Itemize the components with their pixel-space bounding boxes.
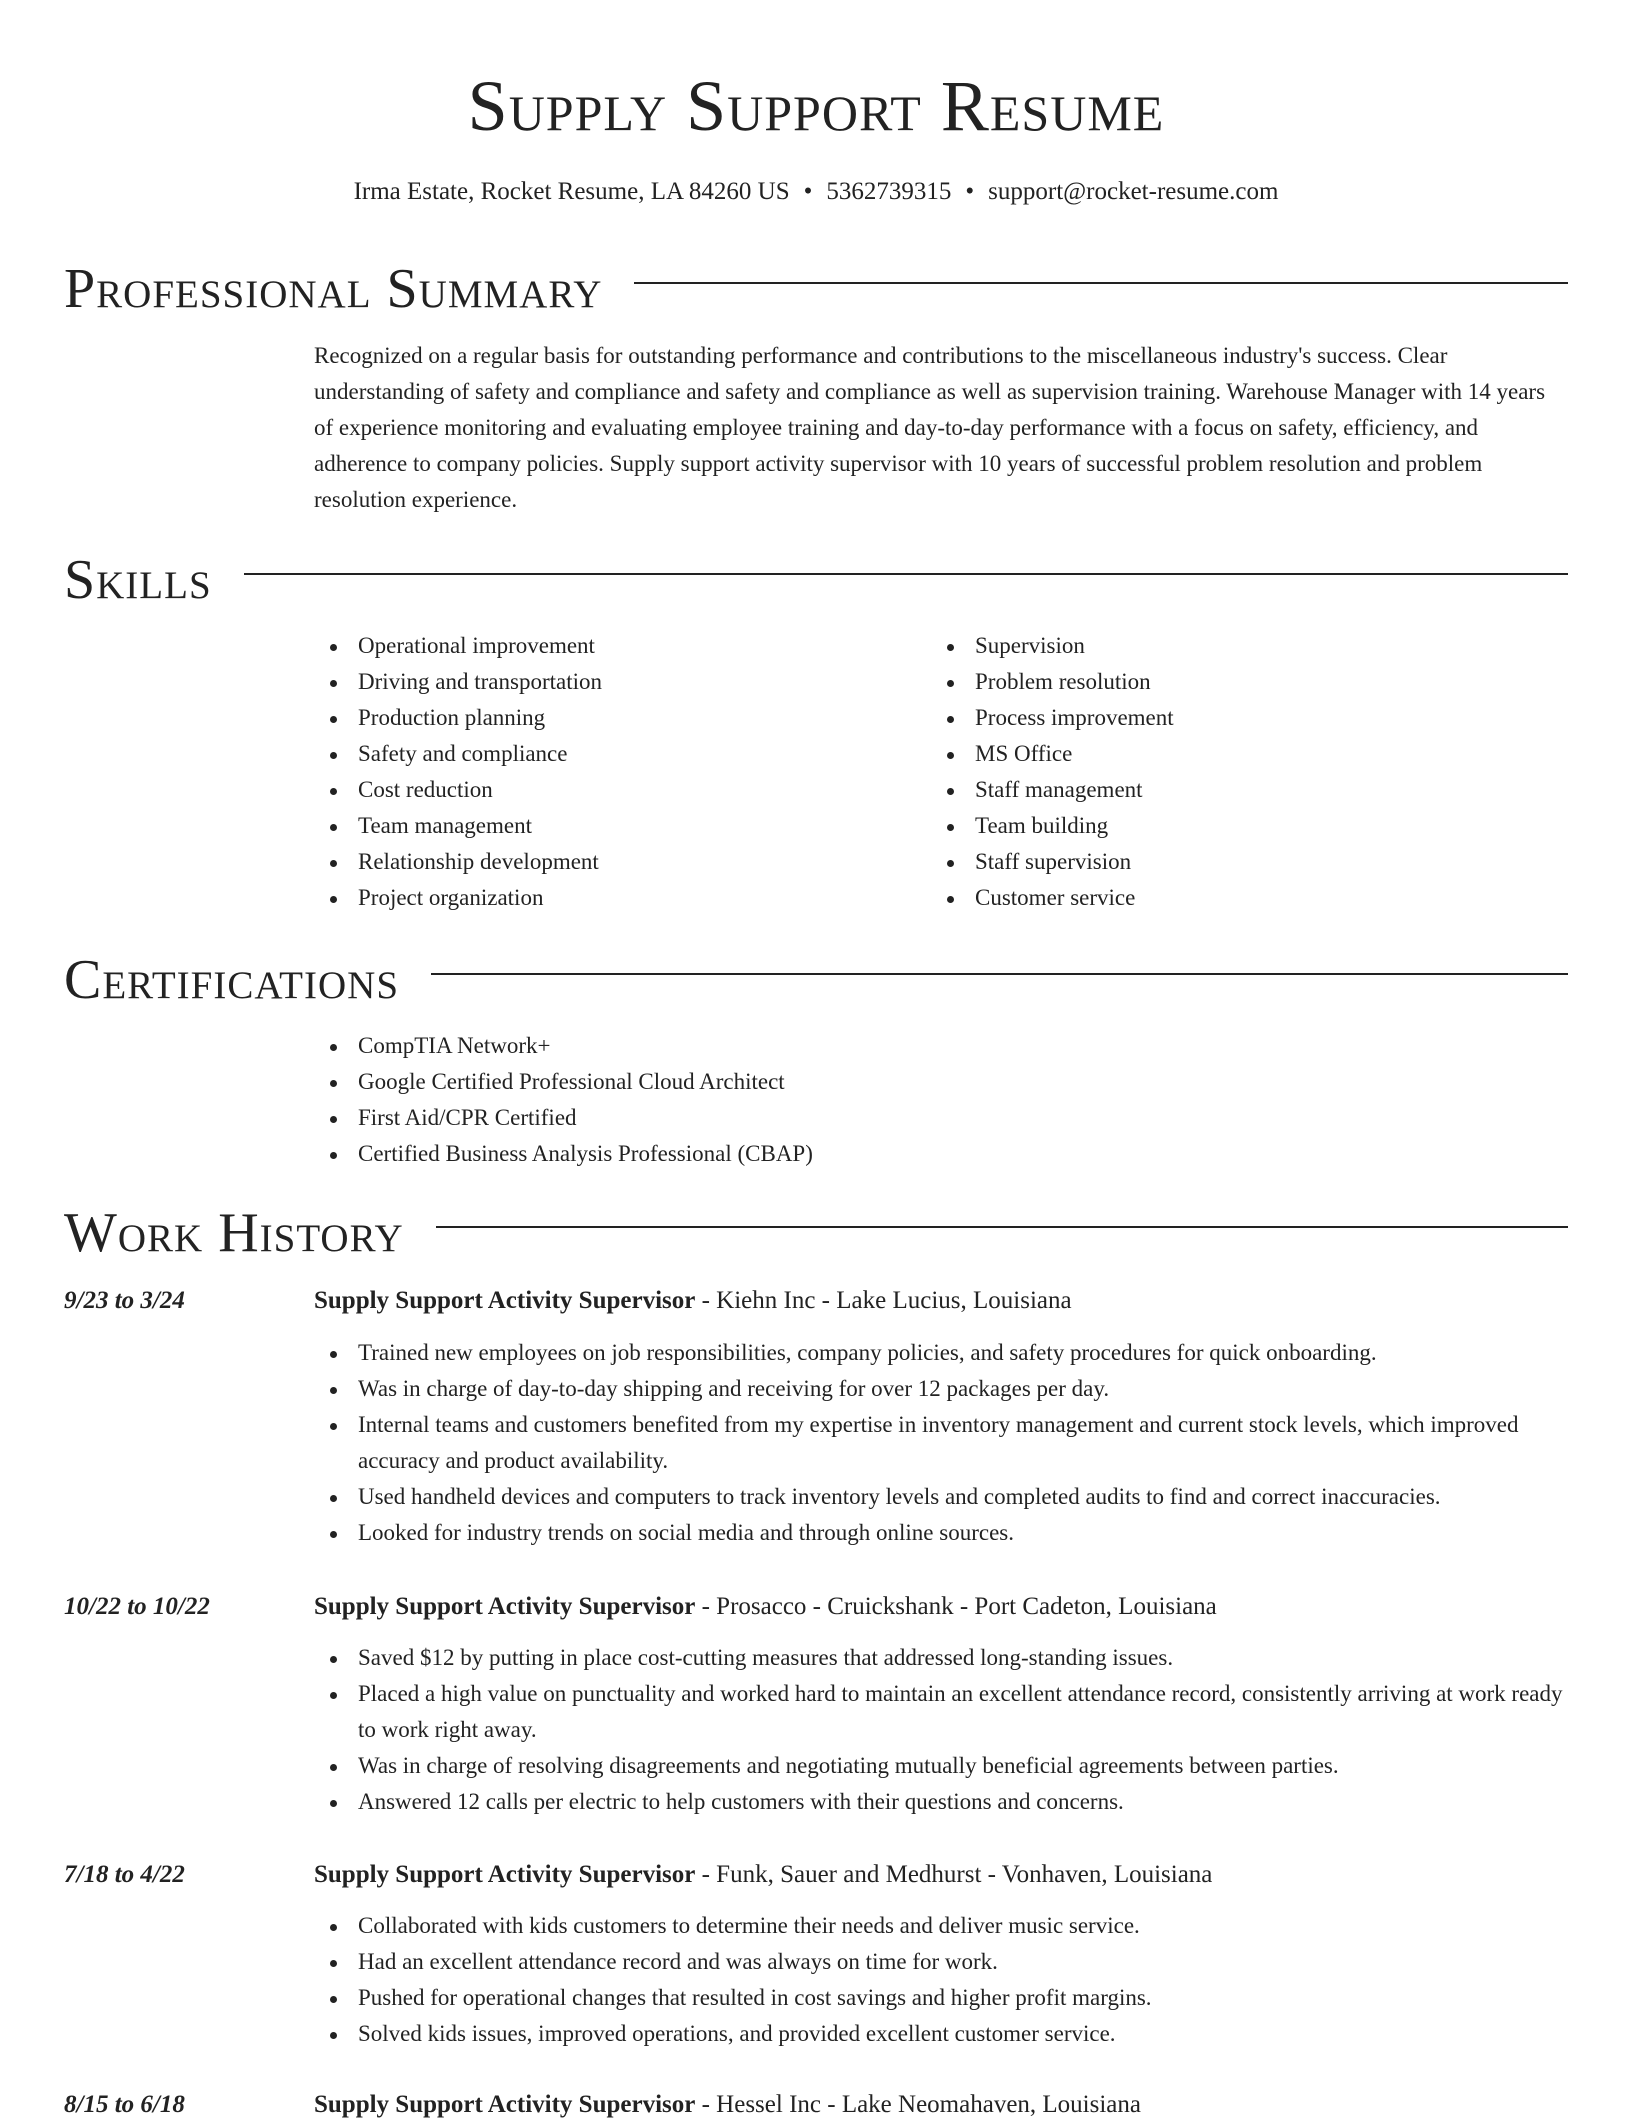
job-heading [314,1856,1566,1894]
job-bullet: Pushed for operational changes that resulted in cost savings and higher profit margins. [314,1980,1566,2016]
job-bullet: Had an excellent attendance record and was always on time for work. [314,1944,1566,1980]
job-bullet: Internal teams and customers benefited from my expertise in inventory management and current stock levels, which improved accuracy and product availability. [314,1407,1566,1479]
section-divider [244,573,1568,575]
job-bullet: Was in charge of resolving disagreements and negotiating mutually beneficial agreements between parties. [314,1748,1566,1784]
certifications-section-header [64,945,1568,1015]
job-bullet: Solved kids issues, improved operations, and provided excellent customer service. [314,2016,1566,2052]
work-history-section-header [64,1198,1568,1268]
skill-item: Customer service [931,880,1491,916]
job-title: Supply Support Activity Supervisor [314,1593,696,1620]
certification-item: Certified Business Analysis Professional (CBAP) [314,1136,1566,1172]
skill-item: Supervision [931,628,1491,664]
skills-list-right [931,628,1491,916]
certification-item: First Aid/CPR Certified [314,1100,1566,1136]
job-bullets [314,1640,1566,1820]
job-dates: 10/22 to 10/22 [64,1593,210,1620]
job-bullet: Was in charge of day-to-day shipping and receiving for over 12 packages per day. [314,1371,1566,1407]
skill-item: Project organization [314,880,874,916]
job-dates: 8/15 to 6/18 [64,2091,185,2118]
job-details: - Funk, Sauer and Medhurst - Vonhaven, Louisiana [695,1861,1213,1888]
job-title: Supply Support Activity Supervisor [314,2091,696,2118]
skill-item: Production planning [314,700,874,736]
skill-item: Team management [314,808,874,844]
section-divider [436,1226,1568,1228]
contact-line [0,172,1632,212]
skill-item: Team building [931,808,1491,844]
summary-text: Recognized on a regular basis for outstanding performance and contributions to the miscellaneous industry's success. Clear understanding of safety and compliance and safety and compliance as well as supervision training. Warehouse Manager with 14 years of experience monitoring and evaluating employee training and day-to-day performance with a focus on safety, efficiency, and adherence to company policies. Supply support activity supervisor with 10 years of successful problem resolution and problem resolution experience. [314,343,1546,512]
job-bullet: Saved $12 by putting in place cost-cutting measures that addressed long-standing issues. [314,1640,1566,1676]
certification-item: Google Certified Professional Cloud Architect [314,1064,1566,1100]
job-bullet: Looked for industry trends on social media and through online sources. [314,1515,1566,1551]
skill-item: Driving and transportation [314,664,874,700]
section-divider [431,973,1568,975]
certifications-list [314,1028,1566,1172]
skill-item: Safety and compliance [314,736,874,772]
job-heading [314,1282,1566,1320]
skills-section-header [64,545,1568,615]
job-title: Supply Support Activity Supervisor [314,1287,696,1314]
job-bullet: Used handheld devices and computers to track inventory levels and completed audits to find and correct inaccuracies. [314,1479,1566,1515]
contact-separator: • [965,178,975,205]
summary-section-header [64,254,1568,324]
job-heading [314,1588,1566,1626]
job-title: Supply Support Activity Supervisor [314,1861,696,1888]
summary-heading: Professional Summary [64,258,603,320]
job-dates: 9/23 to 3/24 [64,1287,185,1314]
section-divider [634,282,1568,284]
job-bullets [314,1335,1566,1551]
job-bullets [314,1908,1566,2052]
contact-address: Irma Estate, Rocket Resume, LA 84260 US [353,178,790,205]
work-history-heading: Work History [64,1202,404,1264]
skill-item: MS Office [931,736,1491,772]
job-details: - Prosacco - Cruickshank - Port Cadeton, Louisiana [695,1593,1217,1620]
contact-phone: 5362739315 [826,178,952,205]
skill-item: Staff management [931,772,1491,808]
certification-item: CompTIA Network+ [314,1028,1566,1064]
job-bullet: Answered 12 calls per electric to help customers with their questions and concerns. [314,1784,1566,1820]
resume-title: Supply Support Resume [467,66,1165,146]
skill-item: Cost reduction [314,772,874,808]
skill-item: Relationship development [314,844,874,880]
contact-separator: • [803,178,813,205]
skill-item: Staff supervision [931,844,1491,880]
job-details: - Hessel Inc - Lake Neomahaven, Louisiana [695,2091,1141,2118]
certifications-heading: Certifications [64,949,400,1011]
skill-item: Problem resolution [931,664,1491,700]
job-bullet: Collaborated with kids customers to determine their needs and deliver music service. [314,1908,1566,1944]
skill-item: Operational improvement [314,628,874,664]
skills-list-left [314,628,874,916]
job-dates: 7/18 to 4/22 [64,1861,185,1888]
job-bullet: Trained new employees on job responsibilities, company policies, and safety procedures for quick onboarding. [314,1335,1566,1371]
skills-heading: Skills [64,549,212,611]
job-bullet: Placed a high value on punctuality and worked hard to maintain an excellent attendance record, consistently arriving at work ready to work right away. [314,1676,1566,1748]
job-heading [314,2086,1566,2124]
contact-email: support@rocket-resume.com [988,178,1279,205]
job-details: - Kiehn Inc - Lake Lucius, Louisiana [695,1287,1072,1314]
skill-item: Process improvement [931,700,1491,736]
